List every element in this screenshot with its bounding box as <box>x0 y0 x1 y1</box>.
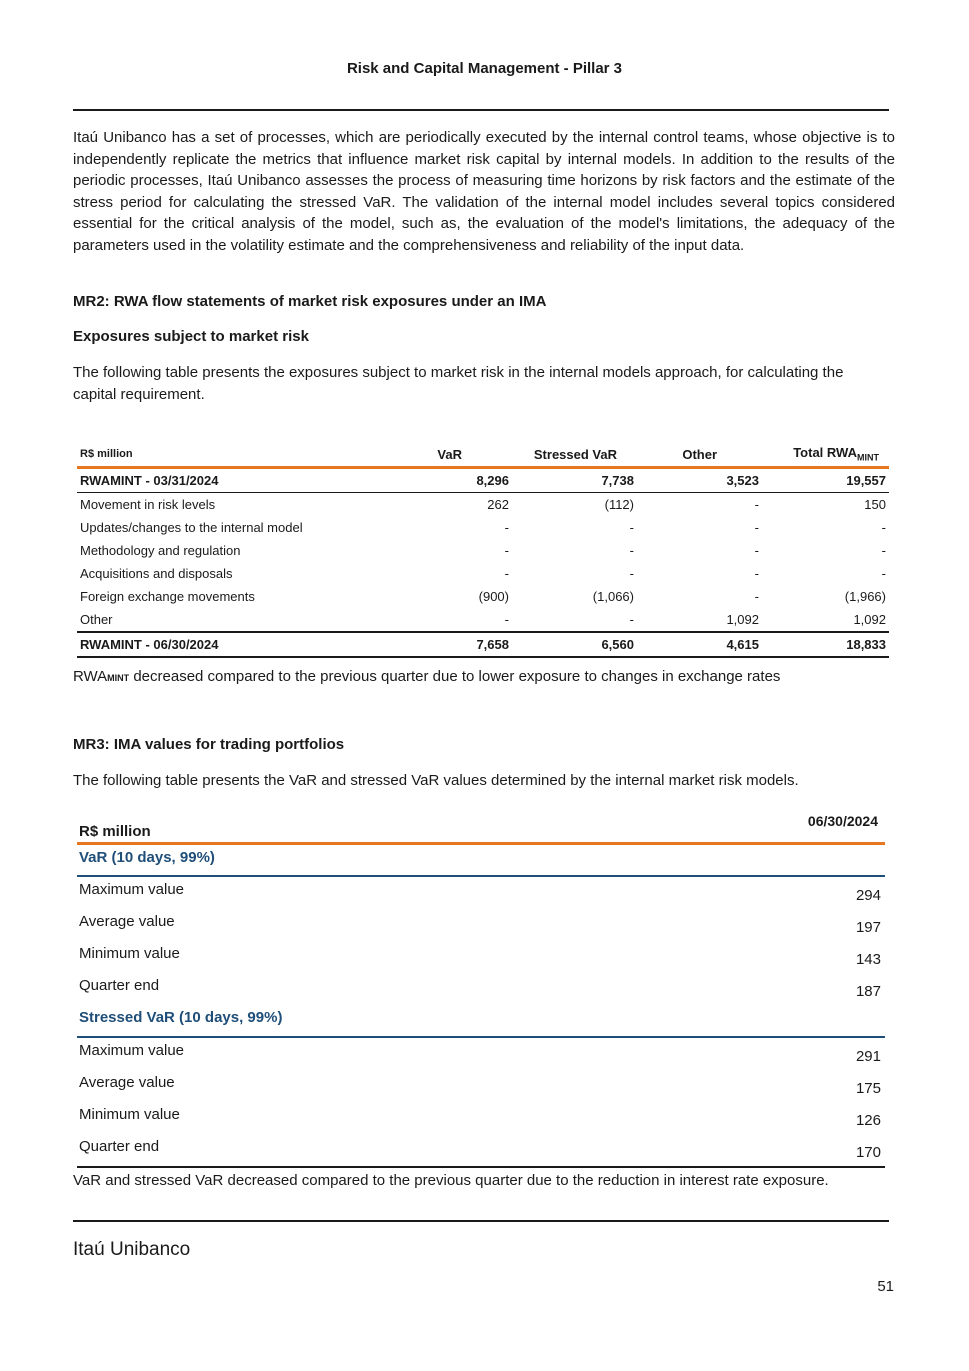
mr3-row <box>77 1134 885 1166</box>
mr2-table-row <box>77 539 889 562</box>
mr2-table-row <box>77 585 889 608</box>
mr2-row-label: RWAMINT - 03/31/2024 <box>77 468 377 493</box>
mr3-row <box>77 877 885 909</box>
mr2-cell-var: - <box>504 612 509 627</box>
mr3-date-header: 06/30/2024 <box>807 813 878 829</box>
mr2-note <box>73 666 895 690</box>
mr3-svar-section-title: Stressed VaR (10 days, 99%) <box>79 1009 283 1026</box>
header-divider <box>73 109 889 111</box>
mr2-cell-stressed: 7,738 <box>512 468 637 493</box>
mr2-cell-other: - <box>754 566 759 581</box>
mr2-cell-var: 8,296 <box>377 468 512 493</box>
mr2-row-label: Methodology and regulation <box>80 543 241 558</box>
mr3-row <box>77 1102 885 1134</box>
mr2-cell-other: - <box>754 520 759 535</box>
mr2-table-row <box>77 608 889 632</box>
mr3-row-label: Minimum value <box>79 945 180 962</box>
mr3-var-section-header <box>77 845 885 877</box>
mr3-row-label: Maximum value <box>79 881 185 898</box>
mr2-var-header: VaR <box>377 442 512 468</box>
page-number: 51 <box>877 1278 894 1295</box>
mr3-row-value: 291 <box>855 1048 881 1065</box>
mr2-cell-other: 3,523 <box>637 468 762 493</box>
mr3-row <box>77 1070 885 1102</box>
mr2-cell-stressed: (112) <box>604 497 634 512</box>
mr2-note-prefix: RWA <box>73 668 108 685</box>
page-header-title: Risk and Capital Management - Pillar 3 <box>346 60 623 77</box>
mr3-row-label: Quarter end <box>79 977 160 994</box>
mr3-description: The following table presents the VaR and stressed VaR values determined by the internal market risk models. <box>73 772 799 789</box>
mr2-cell-var: - <box>504 566 509 581</box>
mr3-row-value: 143 <box>855 951 881 968</box>
mr2-row-label: RWAMINT - 06/30/2024 <box>77 632 377 657</box>
mr2-cell-other: 4,615 <box>637 632 762 657</box>
mr3-row <box>77 909 885 941</box>
mr2-table-row <box>77 468 889 493</box>
mr2-total-header-text: Total RWA <box>793 445 857 461</box>
mr3-table <box>77 810 885 1168</box>
mr2-cell-var: - <box>504 543 509 558</box>
mr3-row-value: 197 <box>855 919 881 936</box>
intro-paragraph: Itaú Unibanco has a set of processes, which are periodically executed by the internal control teams, whose objective is to independently replicate the metrics that influence market risk capital by internal models. In addition to the results of the periodic processes, Itaú Unibanco assesses the process of measuring time horizons by risk factors and the estimate of the stress period for calculating the stressed VaR. The validation of the internal model includes several topics considered essential for the critical analysis of the model, such as, the evaluation of the model's limitations, the adequacy of the parameters used in the volatility estimate and the comprehensiveness and reliability of the input data. <box>73 129 895 254</box>
mr2-cell-total: 1,092 <box>853 612 886 627</box>
mr2-cell-var: - <box>504 520 509 535</box>
mr2-cell-total: 19,557 <box>762 468 889 493</box>
mr2-total-header <box>762 442 889 468</box>
mr2-row-label: Updates/changes to the internal model <box>80 520 303 535</box>
mr3-note: VaR and stressed VaR decreased compared to the previous quarter due to the reduction in interest rate exposure. <box>73 1172 829 1189</box>
mr2-row-label: Acquisitions and disposals <box>80 566 233 581</box>
mr2-cell-stressed: - <box>629 566 634 581</box>
mr2-cell-total: - <box>881 520 886 535</box>
mr2-cell-other: 1,092 <box>726 612 759 627</box>
mr2-note-sub: MINT <box>107 673 130 683</box>
mr2-total-header-sub: MINT <box>857 452 879 463</box>
mr2-row-label: Movement in risk levels <box>80 497 216 512</box>
mr2-row-label: Foreign exchange movements <box>80 589 255 604</box>
mr2-table <box>77 442 889 658</box>
mr2-other-header: Other <box>637 442 762 468</box>
mr3-header-row <box>77 810 885 845</box>
mr2-note-text: decreased compared to the previous quarter due to lower exposure to changes in exchange rates <box>129 668 781 685</box>
mr2-table-row <box>77 562 889 585</box>
mr2-cell-stressed: (1,066) <box>592 589 634 604</box>
mr2-cell-total: (1,966) <box>844 589 886 604</box>
mr3-row-value: 187 <box>855 983 881 1000</box>
mr2-stressed-header: Stressed VaR <box>512 442 637 468</box>
mr2-unit-header: R$ million <box>77 442 377 468</box>
mr2-subheading: Exposures subject to market risk <box>73 328 309 345</box>
mr3-row <box>77 941 885 973</box>
mr3-row-value: 126 <box>855 1112 881 1129</box>
mr2-cell-total: - <box>881 566 886 581</box>
mr2-cell-var: 262 <box>487 497 509 512</box>
mr2-cell-total: - <box>881 543 886 558</box>
mr2-cell-var: 7,658 <box>377 632 512 657</box>
mr2-table-row <box>77 632 889 657</box>
mr2-cell-other: - <box>754 589 759 604</box>
mr3-row-label: Minimum value <box>79 1106 180 1123</box>
mr2-table-row <box>77 516 889 539</box>
mr2-cell-stressed: - <box>629 612 634 627</box>
mr2-description: The following table presents the exposures subject to market risk in the internal models approach, for calculating the capital requirement. <box>73 364 844 403</box>
footer-divider <box>73 1220 889 1222</box>
mr3-row-label: Maximum value <box>79 1042 185 1059</box>
mr2-cell-stressed: - <box>629 520 634 535</box>
mr2-header-row <box>77 442 889 468</box>
mr3-row-value: 294 <box>855 887 881 904</box>
mr3-svar-section-header <box>77 1005 885 1038</box>
mr2-cell-stressed: - <box>629 543 634 558</box>
mr3-row-label: Average value <box>79 1074 175 1091</box>
mr3-row <box>77 973 885 1005</box>
mr3-unit-header: R$ million <box>79 823 151 840</box>
mr3-row-label: Quarter end <box>79 1138 160 1155</box>
mr3-row-value: 170 <box>855 1144 881 1161</box>
mr3-row-value: 175 <box>855 1080 881 1097</box>
mr3-row-label: Average value <box>79 913 175 930</box>
mr2-row-label: Other <box>80 612 113 627</box>
mr2-heading: MR2: RWA flow statements of market risk exposures under an IMA <box>73 293 547 310</box>
footer-company: Itaú Unibanco <box>73 1239 191 1260</box>
mr3-heading: MR3: IMA values for trading portfolios <box>73 736 345 753</box>
mr2-cell-var: (900) <box>478 589 509 604</box>
mr2-cell-other: - <box>754 543 759 558</box>
mr2-table-row <box>77 493 889 517</box>
mr2-cell-stressed: 6,560 <box>512 632 637 657</box>
mr2-cell-total: 150 <box>864 497 886 512</box>
mr3-var-section-title: VaR (10 days, 99%) <box>79 849 215 866</box>
mr2-cell-total: 18,833 <box>762 632 889 657</box>
mr3-row <box>77 1038 885 1070</box>
mr2-cell-other: - <box>754 497 759 512</box>
